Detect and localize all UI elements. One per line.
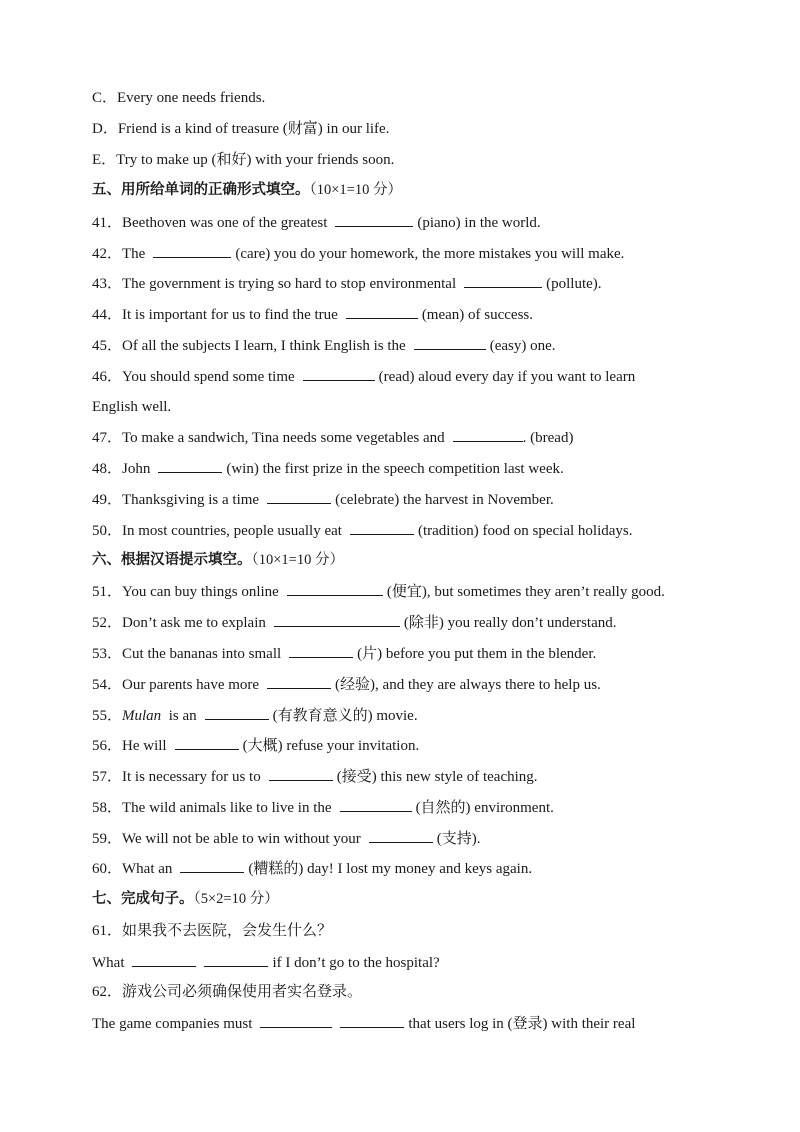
answer-blank[interactable] bbox=[464, 273, 542, 288]
question-hint: (pollute). bbox=[546, 276, 602, 292]
question-number: 55． bbox=[92, 708, 123, 724]
question-hint: (糟糕的) day! I lost my money and keys again. bbox=[248, 861, 533, 877]
section-7-points: （5×2=10 分） bbox=[193, 891, 279, 907]
section-5-heading bbox=[92, 180, 740, 200]
question-number: 53． bbox=[92, 646, 123, 662]
question-49 bbox=[92, 489, 740, 510]
question-text: Don’t ask me to explain bbox=[122, 615, 266, 631]
question-58 bbox=[92, 797, 740, 818]
question-text: What an bbox=[122, 861, 173, 877]
question-50 bbox=[92, 520, 740, 541]
question-55 bbox=[92, 705, 740, 726]
question-number: 56． bbox=[92, 738, 123, 754]
question-43 bbox=[92, 273, 740, 294]
question-hint: (大概) refuse your invitation. bbox=[242, 738, 420, 754]
question-hint: (接受) this new style of teaching. bbox=[336, 769, 538, 785]
question-number: 51． bbox=[92, 584, 123, 600]
answer-blank[interactable] bbox=[340, 797, 412, 812]
question-text: is an bbox=[168, 708, 197, 724]
question-52 bbox=[92, 612, 740, 633]
answer-blank[interactable] bbox=[153, 243, 231, 258]
question-text: Beethoven was one of the greatest bbox=[122, 215, 328, 231]
question-text: It is necessary for us to bbox=[122, 769, 261, 785]
question-text: Our parents have more bbox=[122, 677, 260, 693]
question-text: The bbox=[122, 246, 146, 262]
answer-blank[interactable] bbox=[369, 828, 433, 843]
answer-blank[interactable] bbox=[289, 643, 353, 658]
answer-blank[interactable] bbox=[303, 366, 375, 381]
movie-title: Mulan bbox=[122, 708, 162, 724]
option-c: C．Every one needs friends. bbox=[92, 90, 266, 106]
question-number: 45． bbox=[92, 338, 123, 354]
option-e: E．Try to make up (和好) with your friends soon. bbox=[92, 152, 395, 168]
question-number: 57． bbox=[92, 769, 123, 785]
answer-blank-1[interactable] bbox=[132, 952, 196, 967]
question-hint: (easy) one. bbox=[489, 338, 556, 354]
question-48 bbox=[92, 458, 740, 479]
question-53 bbox=[92, 643, 740, 664]
question-text: Of all the subjects I learn, I think English is the bbox=[122, 338, 406, 354]
question-51 bbox=[92, 581, 740, 602]
question-hint: (自然的) environment. bbox=[415, 800, 554, 816]
question-text: What bbox=[92, 955, 125, 971]
question-number: 47． bbox=[92, 430, 123, 446]
question-text: The game companies must bbox=[92, 1016, 253, 1032]
question-61-answer-line bbox=[92, 952, 740, 973]
answer-blank-2[interactable] bbox=[340, 1013, 404, 1028]
answer-blank[interactable] bbox=[453, 427, 523, 442]
section-5-title: 五、用所给单词的正确形式填空。 bbox=[92, 182, 310, 198]
question-41 bbox=[92, 212, 740, 233]
question-text: We will not be able to win without your bbox=[122, 831, 361, 847]
question-hint: (经验), and they are always there to help us. bbox=[335, 677, 601, 693]
question-hint: if I don’t go to the hospital? bbox=[272, 955, 440, 971]
question-text: He will bbox=[122, 738, 167, 754]
option-d: D．Friend is a kind of treasure (财富) in our life. bbox=[92, 121, 390, 137]
question-text: In most countries, people usually eat bbox=[122, 523, 342, 539]
question-number: 50． bbox=[92, 523, 123, 539]
answer-blank[interactable] bbox=[175, 735, 239, 750]
question-number: 46． bbox=[92, 369, 123, 385]
question-number: 43． bbox=[92, 276, 123, 292]
section-5-points: （10×1=10 分） bbox=[309, 182, 402, 198]
section-7-heading bbox=[92, 889, 740, 909]
question-hint: (片) before you put them in the blender. bbox=[357, 646, 597, 662]
question-number: 54． bbox=[92, 677, 123, 693]
question-number: 59． bbox=[92, 831, 123, 847]
question-54 bbox=[92, 674, 740, 695]
answer-blank[interactable] bbox=[287, 581, 383, 596]
question-text: John bbox=[122, 461, 151, 477]
question-hint: that users log in (登录) with their real bbox=[408, 1016, 636, 1032]
question-hint: (除非) you really don’t understand. bbox=[403, 615, 617, 631]
question-text: Thanksgiving is a time bbox=[122, 492, 260, 508]
question-hint: (celebrate) the harvest in November. bbox=[335, 492, 554, 508]
question-45 bbox=[92, 335, 740, 356]
question-number: 60． bbox=[92, 861, 123, 877]
question-text: The government is trying so hard to stop environmental bbox=[122, 276, 457, 292]
question-number: 58． bbox=[92, 800, 123, 816]
answer-blank-1[interactable] bbox=[260, 1013, 332, 1028]
question-44 bbox=[92, 304, 740, 325]
section-7-title: 七、完成句子。 bbox=[92, 891, 194, 907]
question-62-prompt: 62．游戏公司必须确保使用者实名登录。 bbox=[92, 984, 363, 1000]
question-number: 41． bbox=[92, 215, 123, 231]
answer-blank[interactable] bbox=[335, 212, 413, 227]
question-text: You can buy things online bbox=[122, 584, 279, 600]
question-56 bbox=[92, 735, 740, 756]
question-number: 49． bbox=[92, 492, 123, 508]
question-62-answer-line bbox=[92, 1013, 740, 1034]
question-hint: (便宜), but sometimes they aren’t really good. bbox=[386, 584, 665, 600]
question-hint: (win) the first prize in the speech competition last week. bbox=[226, 461, 564, 477]
question-46 bbox=[92, 366, 740, 387]
question-hint: (有教育意义的) movie. bbox=[272, 708, 418, 724]
question-hint: (care) you do your homework, the more mistakes you will make. bbox=[235, 246, 625, 262]
question-hint: (支持). bbox=[436, 831, 481, 847]
question-61-prompt: 61．如果我不去医院，会发生什么？ bbox=[92, 923, 333, 939]
question-number: 44． bbox=[92, 307, 123, 323]
answer-blank[interactable] bbox=[274, 612, 400, 627]
question-text: It is important for us to find the true bbox=[122, 307, 338, 323]
question-59 bbox=[92, 828, 740, 849]
question-hint: (piano) in the world. bbox=[417, 215, 541, 231]
answer-blank[interactable] bbox=[267, 674, 331, 689]
answer-blank[interactable] bbox=[158, 458, 222, 473]
answer-blank[interactable] bbox=[267, 489, 331, 504]
question-number: 48． bbox=[92, 461, 123, 477]
answer-blank[interactable] bbox=[350, 520, 414, 535]
question-hint: (mean) of success. bbox=[421, 307, 534, 323]
question-text: Cut the bananas into small bbox=[122, 646, 282, 662]
question-hint: (read) aloud every day if you want to learn bbox=[378, 369, 636, 385]
question-42 bbox=[92, 243, 740, 264]
section-6-heading bbox=[92, 550, 740, 570]
question-46-continuation: English well. bbox=[92, 399, 172, 415]
question-60 bbox=[92, 858, 740, 879]
answer-blank[interactable] bbox=[180, 858, 244, 873]
question-57 bbox=[92, 766, 740, 787]
answer-blank-2[interactable] bbox=[204, 952, 268, 967]
question-47 bbox=[92, 427, 740, 448]
question-hint: . (bread) bbox=[522, 430, 574, 446]
answer-blank[interactable] bbox=[269, 766, 333, 781]
section-6-points: （10×1=10 分） bbox=[251, 552, 344, 568]
question-text: To make a sandwich, Tina needs some vegetables and bbox=[122, 430, 445, 446]
section-6-title: 六、根据汉语提示填空。 bbox=[92, 552, 252, 568]
question-number: 52． bbox=[92, 615, 123, 631]
question-text: You should spend some time bbox=[122, 369, 295, 385]
answer-blank[interactable] bbox=[414, 335, 486, 350]
question-text: The wild animals like to live in the bbox=[122, 800, 332, 816]
question-hint: (tradition) food on special holidays. bbox=[417, 523, 633, 539]
answer-blank[interactable] bbox=[346, 304, 418, 319]
question-number: 42． bbox=[92, 246, 123, 262]
answer-blank[interactable] bbox=[205, 705, 269, 720]
